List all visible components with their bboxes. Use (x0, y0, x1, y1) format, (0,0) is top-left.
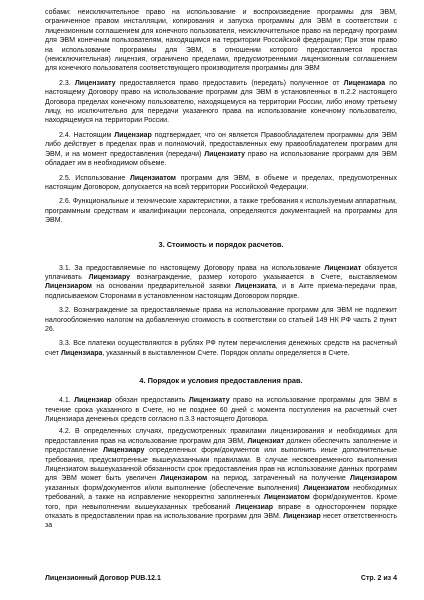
section-3-heading: 3. Стоимость и порядок расчетов. (158, 239, 284, 249)
footer-document-title: Лицензионный Договор PUB.12.1 (45, 575, 161, 582)
footer-page-number: Стр. 2 из 4 (360, 575, 397, 582)
paragraph-3-1: 3.1. За предоставляемые по настоящему Договору права на использование Лицензиат обязуется уплачивать Лицензиару вознаграждение, размер которого указывается в Счете, выставляемом Лицензиаром на основании предварительной заявки Лицензиата, и в Акте приема-передачи прав, подписываемом Сторонами в установленном настоящим Договором порядке. (45, 264, 397, 300)
paragraph-2-5: 2.5. Использование Лицензиатом программ для ЭВМ, в объеме и пределах, предусмотренных настоящим Договором, допускается на всей территории Российской Федерации. (45, 174, 397, 191)
section-4-heading: 4. Порядок и условия предоставления прав. (139, 376, 303, 386)
paragraph-2-4: 2.4. Настоящим Лицензиар подтверждает, что он является Правообладателем программы для ЭВМ либо действует в пределах прав и полномочий, предоставленных ему правообладателем программ для ЭВМ, и на момент предоставления (передачи) Лицензиату право на использование программ для ЭВМ обладает им в необходимом объеме. (45, 131, 397, 168)
document-page (45, 8, 397, 531)
paragraph-4-2: 4.2. В определенных случаях, предусмотренных правилами лицензирования и необходимых для предоставления прав на использование программ для ЭВМ, Лицензиат должен обеспечить заполнение и предоставление Лицензиару определенных форм/документов или выполнить иные дополнительные требования, предусмотренные вышеуказанными правилами. В случае несвоевременного выполнения Лицензиатом вышеуказанной обязанности срок предоставления прав на использование данных программ для ЭВМ может быть увеличен Лицензиаром на период, затраченный на получение Лицензиаром указанных форм/документов и/или выполнение (обеспечение выполнения) Лицензиатом необходимых требований, а также на исправление некорректно заполненных Лицензиатом форм/документов. Кроме того, при невыполнении вышеуказанных требований Лицензиар вправе в одностороннем порядке отказать в предоставлении прав на использование программ для ЭВМ. Лицензиар несет ответственность за (45, 428, 398, 530)
paragraph-3-3: 3.3. Все платежи осуществляются в рублях РФ путем перечисления денежных средств на расчетный счет Лицензиара, указанный в выставленном Счете. Порядок оплаты определяется в Счете. (45, 340, 397, 357)
paragraph-2-6: 2.6. Функциональные и технические характеристики, а также требования к используемым аппаратным, программным средствам и квалификации персонала, определяются документацией на программы для ЭВМ. (45, 198, 397, 225)
paragraph-4-1: 4.1. Лицензиар обязан предоставить Лицензиату право на использование программы для ЭВМ в течение срока указанного в Счете, но не позднее 60 дней с момента поступления на расчетный счет Лицензиара денежных средств согласно п.3.3 настоящего Договора. (45, 397, 397, 423)
paragraph-2-3: 2.3. Лицензиату предоставляется право предоставить (передать) полученное от Лицензиара по настоящему Договору право на использование программ для ЭВМ в установленных в п.2.2 настоящего Договора пределах конечному пользователю, находящемуся на территории России, либо иному третьему лицу, но исключительно для передачи указанного права на использование конечному пользователю, находящемуся на территории России. (45, 79, 397, 125)
paragraph-2-2-continuation: собами: неисключительное право на использование и воспроизведение программы для ЭВМ, ограниченное правом инсталляции, копирования и запуска программы для ЭВМ в соответствии с лицензионным соглашением для конечного пользователя, неисключительное право на передачу программ для ЭВМ конечным пользователям, находящимся на территории Российской федерации; При этом право на использование программы для ЭВМ, в отношении которого предоставляется простая (неисключительная) лицензия, ограничено пределами, предусмотренными лицензионным соглашением для конечного пользователя соответствующего производителя программы для ЭВМ (45, 9, 397, 73)
page-footer (45, 575, 397, 587)
paragraph-3-2: 3.2. Вознаграждение за предоставляемые права на использование программ для ЭВМ не подлежит налогообложению налогом на добавленную стоимость в соответствии со статьей 149 НК РФ часть 2 пункт 26. (45, 307, 397, 333)
